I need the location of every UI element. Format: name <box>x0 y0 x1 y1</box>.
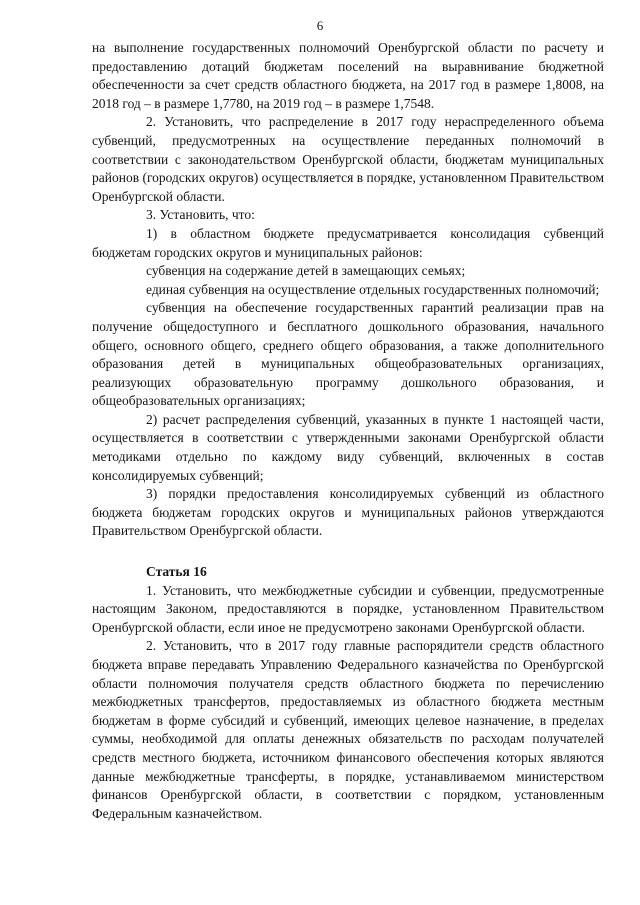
subvention-unified: единая субвенция на осуществление отдельных государственных полномочий; <box>146 281 600 297</box>
subvention-foster-families: субвенция на содержание детей в замещающих семьях; <box>146 263 466 279</box>
document-body <box>92 39 604 823</box>
paragraph-item-3: 3. Установить, что: <box>146 207 255 223</box>
subvention-education: субвенция на обеспечение государственных гарантий реализации прав на получение общедоступного и бесплатного дошкольного образования, начального общего, основного общего, среднего общего образования, а также дополнительного образования детей в муниципальных общеобразовательных организациях, реализующих образовательную программу дошкольного образования, и общеобразовательных организациях; <box>92 300 604 409</box>
article-heading: Статья 16 <box>146 564 207 580</box>
subitem-1: 1) в областном бюджете предусматривается консолидация субвенций бюджетам городских округов и муниципальных районов: <box>92 225 604 260</box>
paragraph-item-2: 2. Установить, что распределение в 2017 году нераспределенного объема субвенций, предусмотренных на осуществление переданных полномочий в соответствии с законодательством Оренбургской области, бюджетам муниципальных районов (городских округов) осуществляется в порядке, установленном Правительством Оренбургской области. <box>92 114 604 204</box>
subitem-3: 3) порядки предоставления консолидируемых субвенций из областного бюджета бюджетам городских округов и муниципальных районов утверждаются Правительством Оренбургской области. <box>92 486 604 539</box>
article-paragraph-2: 2. Установить, что в 2017 году главные распорядители средств областного бюджета вправе передавать Управлению Федерального казначейства по Оренбургской области полномочия получателя средств областного бюджета по перечислению межбюджетных трансфертов, предоставляемых из областного бюджета местным бюджетам в форме субсидий и субвенций, имеющих целевое назначение, в пределах суммы, необходимой для оплаты денежных обязательств по расходам получателей средств местного бюджета, источником финансового обеспечения которых являются данные межбюджетные трансферты, в порядке, устанавливаемом министерством финансов Оренбургской области, в соответствии с порядком, установленным Федеральным казначейством. <box>92 638 604 821</box>
paragraph-continuation: на выполнение государственных полномочий Оренбургской области по расчету и предоставлению дотаций бюджетам поселений на выравнивание бюджетной обеспеченности за счет средств областного бюджета, на 2017 год в размере 1,8008, на 2018 год – в размере 1,7780, на 2019 год – в размере 1,7548. <box>92 40 604 111</box>
article-paragraph-1: 1. Установить, что межбюджетные субсидии и субвенции, предусмотренные настоящим Законом, предоставляются в порядке, установленном Правительством Оренбургской области, если иное не предусмотрено законами Оренбургской области. <box>92 582 604 635</box>
page-number: 6 <box>316 18 324 33</box>
section-spacer <box>92 541 604 563</box>
subitem-2: 2) расчет распределения субвенций, указанных в пункте 1 настоящей части, осуществляется в соответствии с утвержденными законами Оренбургской области методиками отдельно по каждому виду субвенций, включенных в состав консолидируемых субвенций; <box>92 411 604 483</box>
